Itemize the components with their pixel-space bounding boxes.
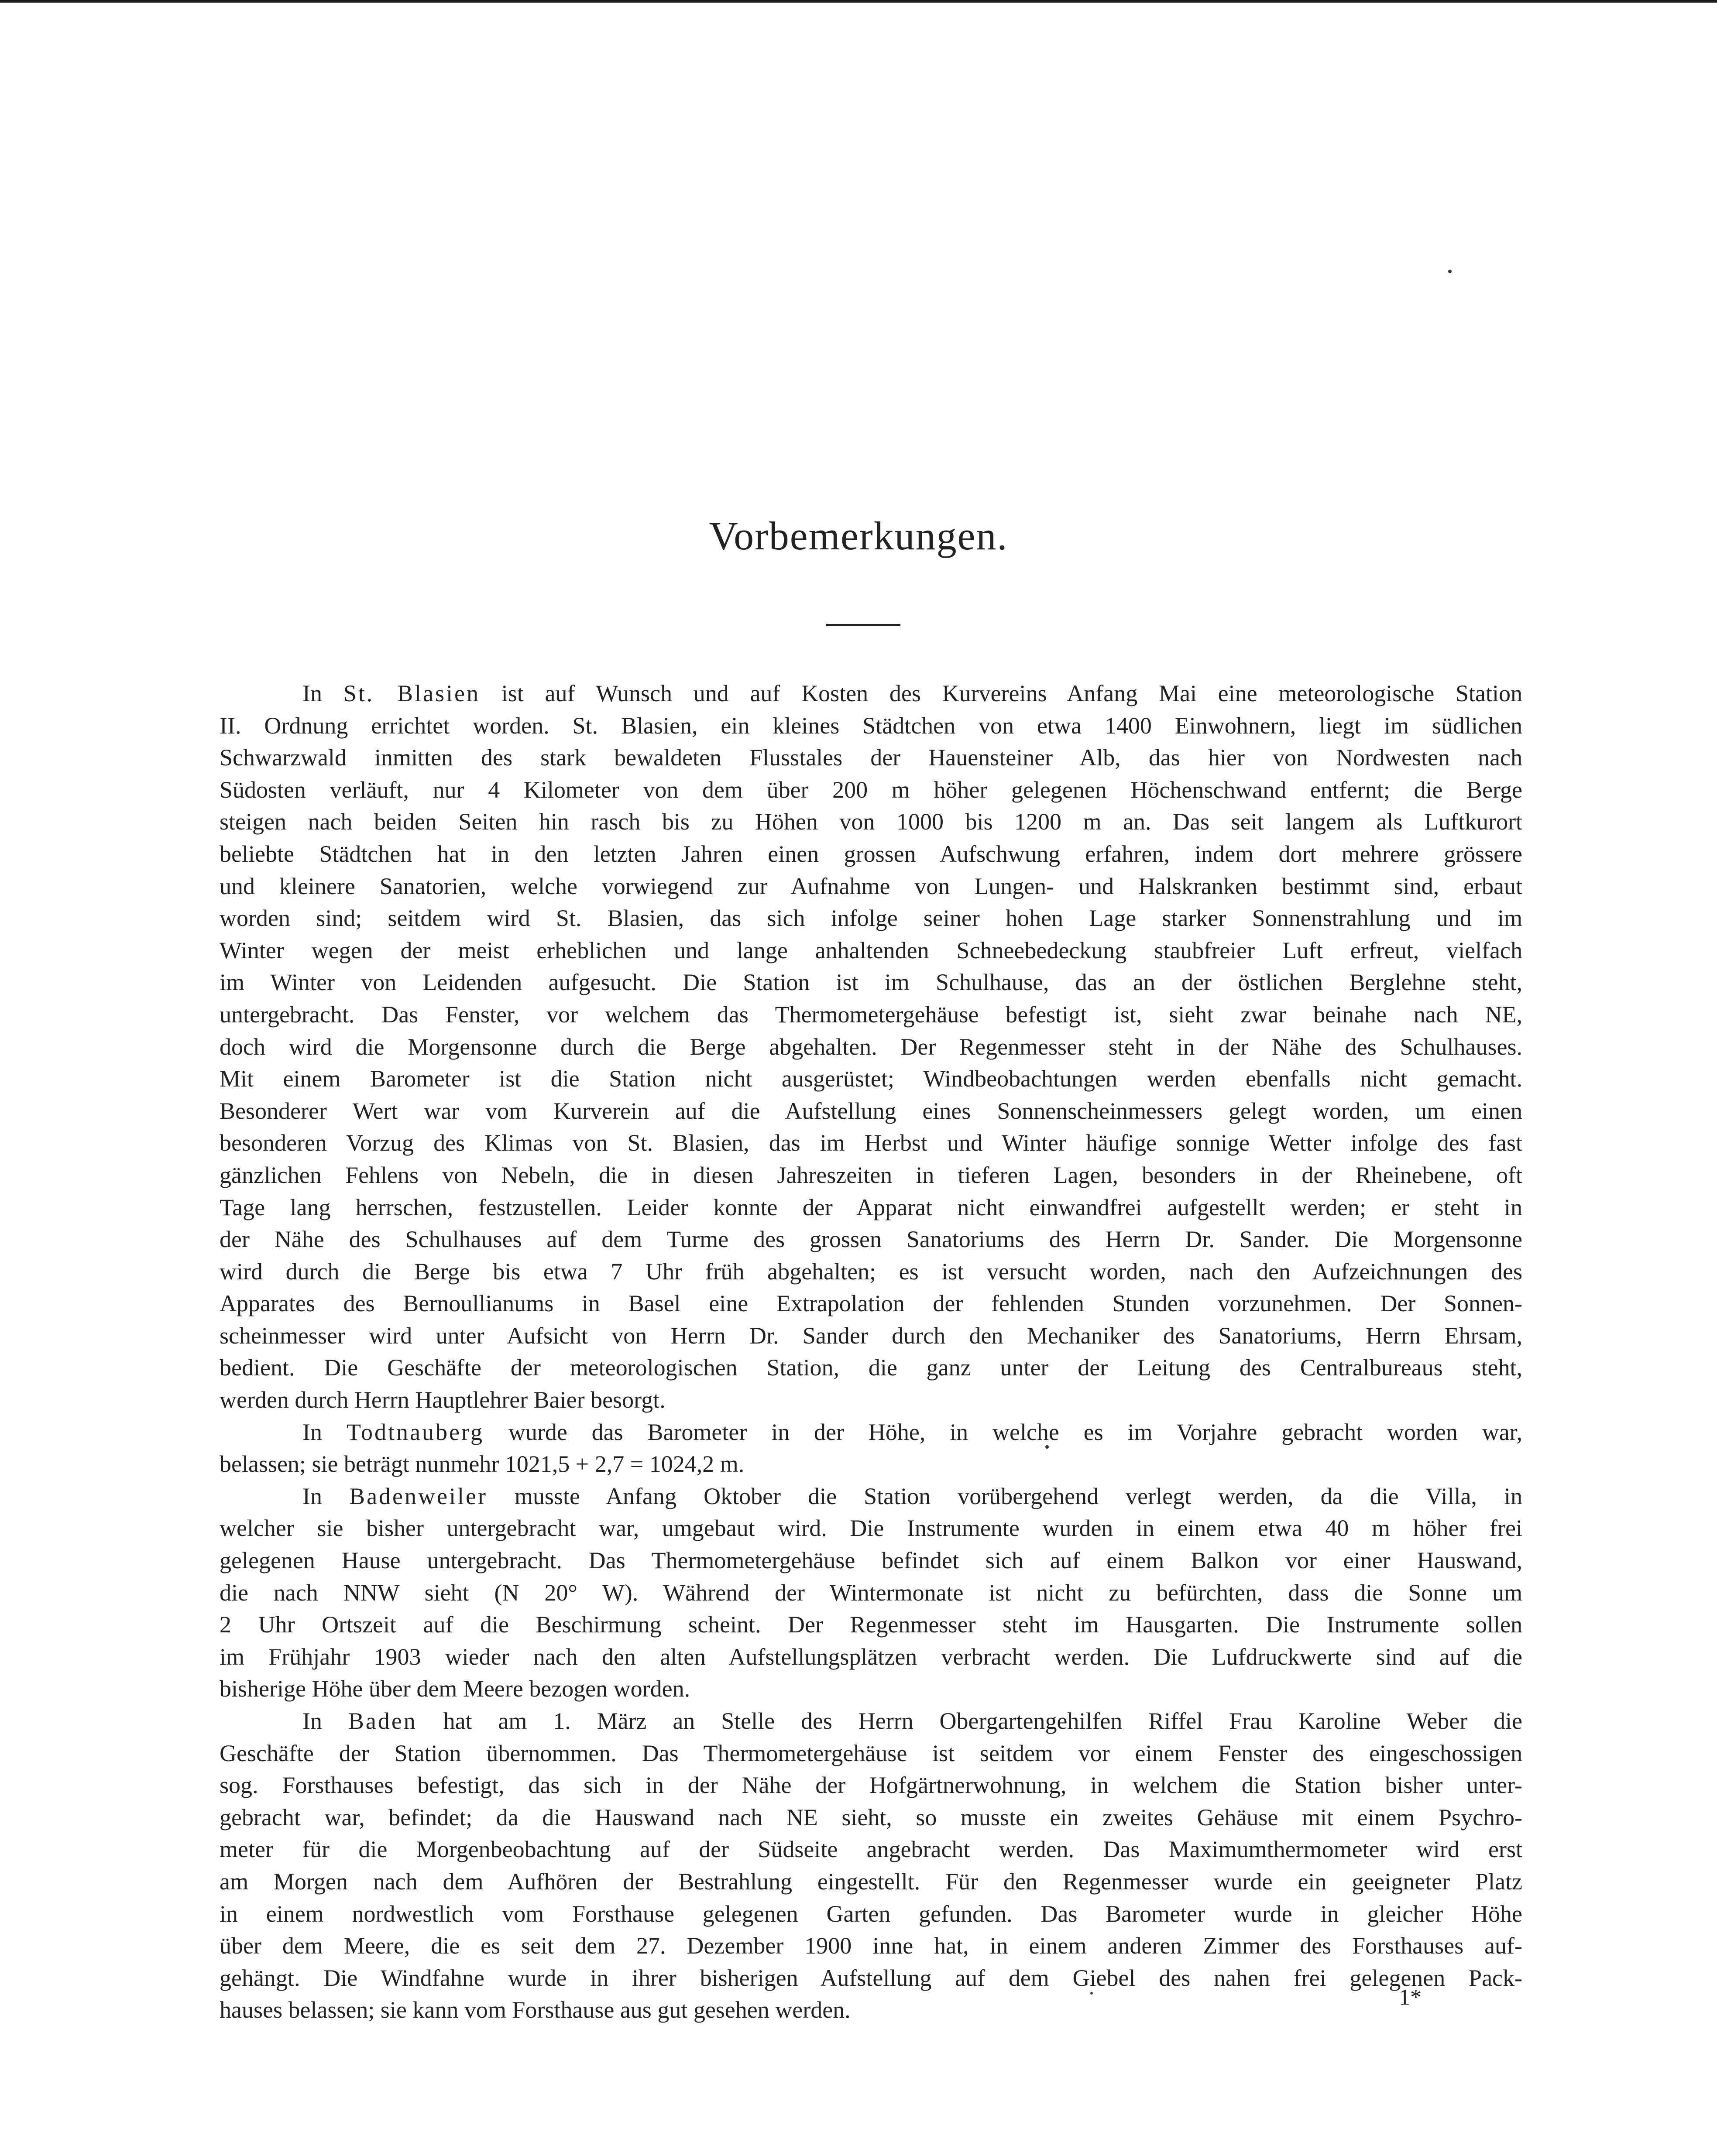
text-line: sog. Forsthauses befestigt, das sich in der Nähe der Hofgärtnerwohnung, in welchem die Station bisher unter-: [220, 1772, 1522, 1799]
line-lead: In: [302, 1708, 348, 1734]
text-line: gänzlichen Fehlens von Nebeln, die in diesen Jahreszeiten in tieferen Lagen, besonders in der Rheinebene, oft: [220, 1162, 1522, 1188]
place-name: Badenweiler: [349, 1483, 488, 1509]
paragraph: [220, 678, 1522, 1416]
line-lead: In: [302, 1419, 347, 1445]
text-line: und kleinere Sanatorien, welche vorwiegend zur Aufnahme von Lungen- und Halskranken bestimmt sind, erbaut: [220, 873, 1522, 899]
text-line: [220, 678, 1522, 710]
page-title: Vorbemerkungen.: [709, 514, 1008, 558]
text-line: gehängt. Die Windfahne wurde in ihrer bisherigen Aufstellung auf dem Giebel des nahen frei gelegenen Pack-: [220, 1964, 1522, 1991]
text-line: Besonderer Wert war vom Kurverein auf die Aufstellung eines Sonnenscheinmessers gelegt worden, um einen: [220, 1097, 1522, 1124]
scan-speck: [1045, 1445, 1049, 1449]
body-text: [220, 678, 1522, 2026]
text-line: bedient. Die Geschäfte der meteorologischen Station, die ganz unter der Leitung des Centralbureaus steht,: [220, 1354, 1522, 1381]
line-lead: In: [302, 680, 343, 706]
text-line: Tage lang herrschen, festzustellen. Leider konnte der Apparat nicht einwandfrei aufgestellt werden; er steht in: [220, 1194, 1522, 1220]
title-divider: [826, 624, 900, 626]
text-line: doch wird die Morgensonne durch die Berge abgehalten. Der Regenmesser steht in der Nähe des Schulhauses.: [220, 1033, 1522, 1060]
text-line: 2 Uhr Ortszeit auf die Beschirmung scheint. Der Regenmesser steht im Hausgarten. Die Instrumente sollen: [220, 1611, 1522, 1638]
text-line: hauses belassen; sie kann vom Forsthause aus gut gesehen werden.: [220, 1997, 851, 2023]
text-line: untergebracht. Das Fenster, vor welchem das Thermometergehäuse befestigt ist, sieht zwar beinahe nach NE,: [220, 1001, 1522, 1028]
text-line: bisherige Höhe über dem Meere bezogen worden.: [220, 1676, 690, 1702]
text-line: in einem nordwestlich vom Forsthause gelegenen Garten gefunden. Das Barometer wurde in gleicher Höhe: [220, 1900, 1522, 1927]
text-line: [220, 1416, 1522, 1449]
text-line: gebracht war, befindet; da die Hauswand nach NE sieht, so musste ein zweites Gehäuse mit einem Psychro-: [220, 1804, 1522, 1830]
text-line: werden durch Herrn Hauptlehrer Baier besorgt.: [220, 1387, 666, 1413]
line-rest: musste Anfang Oktober die Station vorübergehend verlegt werden, da die Villa, in: [487, 1483, 1522, 1509]
scan-speck: [1448, 270, 1452, 273]
line-rest: hat am 1. März an Stelle des Herrn Obergartengehilfen Riffel Frau Karoline Weber die: [417, 1708, 1522, 1734]
text-line: besonderen Vorzug des Klimas von St. Blasien, das im Herbst und Winter häufige sonnige Wetter infolge des fast: [220, 1130, 1522, 1156]
place-name: Baden: [348, 1708, 417, 1734]
text-line: gelegenen Hause untergebracht. Das Thermometergehäuse befindet sich auf einem Balkon vor einer Hauswand,: [220, 1547, 1522, 1574]
place-name: Todtnauberg: [346, 1419, 484, 1445]
text-line: Mit einem Barometer ist die Station nicht ausgerüstet; Windbeobachtungen werden ebenfalls nicht gemacht.: [220, 1066, 1522, 1092]
text-line: scheinmesser wird unter Aufsicht von Herrn Dr. Sander durch den Mechaniker des Sanatoriums, Herrn Ehrsam,: [220, 1322, 1522, 1349]
paragraph: [220, 1416, 1522, 1481]
text-line: über dem Meere, die es seit dem 27. Dezember 1900 inne hat, in einem anderen Zimmer des Forsthauses auf-: [220, 1933, 1522, 1959]
text-line: die nach NNW sieht (N 20° W). Während der Wintermonate ist nicht zu befürchten, dass die Sonne um: [220, 1579, 1522, 1606]
text-line: Winter wegen der meist erheblichen und lange anhaltenden Schneebedeckung staubfreier Luft erfreut, vielfach: [220, 937, 1522, 963]
text-line: Geschäfte der Station übernommen. Das Thermometergehäuse ist seitdem vor einem Fenster des eingeschossigen: [220, 1740, 1522, 1766]
text-line: steigen nach beiden Seiten hin rasch bis zu Höhen von 1000 bis 1200 m an. Das seit langem als Luftkurort: [220, 809, 1522, 835]
text-line: am Morgen nach dem Aufhören der Bestrahlung eingestellt. Für den Regenmesser wurde ein geeigneter Platz: [220, 1868, 1522, 1895]
line-rest: ist auf Wunsch und auf Kosten des Kurvereins Anfang Mai eine meteorologische Station: [480, 680, 1522, 706]
text-line: wird durch die Berge bis etwa 7 Uhr früh abgehalten; es ist versucht worden, nach den Aufzeichnungen des: [220, 1258, 1522, 1285]
scan-speck: [1090, 1992, 1093, 1995]
text-line: beliebte Städtchen hat in den letzten Jahren einen grossen Aufschwung erfahren, indem dort mehrere grössere: [220, 840, 1522, 867]
paragraph: [220, 1705, 1522, 2026]
text-line: [220, 1705, 1522, 1738]
text-line: Südosten verläuft, nur 4 Kilometer von dem über 200 m höher gelegenen Höchenschwand entfernt; die Berge: [220, 776, 1522, 803]
text-line: belassen; sie beträgt nunmehr 1021,5 + 2,7 = 1024,2 m.: [220, 1451, 745, 1477]
place-name: St. Blasien: [343, 680, 480, 706]
text-line: der Nähe des Schulhauses auf dem Turme des grossen Sanatoriums des Herrn Dr. Sander. Die Morgensonne: [220, 1226, 1522, 1253]
page-signature-mark: 1*: [1399, 1985, 1422, 2010]
text-line: meter für die Morgenbeobachtung auf der Südseite angebracht werden. Das Maximumthermometer wird erst: [220, 1836, 1522, 1863]
paragraph: [220, 1481, 1522, 1705]
top-border-rule: [0, 0, 1717, 3]
text-line: Apparates des Bernoullianums in Basel eine Extrapolation der fehlenden Stunden vorzunehmen. Der Sonnen-: [220, 1290, 1522, 1317]
text-line: worden sind; seitdem wird St. Blasien, das sich infolge seiner hohen Lage starker Sonnenstrahlung und im: [220, 905, 1522, 932]
line-rest: wurde das Barometer in der Höhe, in welche es im Vorjahre gebracht worden war,: [484, 1419, 1522, 1445]
text-line: Schwarzwald inmitten des stark bewaldeten Flusstales der Hauensteiner Alb, das hier von Nordwesten nach: [220, 744, 1522, 771]
text-line: II. Ordnung errichtet worden. St. Blasien, ein kleines Städtchen von etwa 1400 Einwohnern, liegt im südlichen: [220, 712, 1522, 739]
text-line: welcher sie bisher untergebracht war, umgebaut wird. Die Instrumente wurden in einem etwa 40 m höher frei: [220, 1515, 1522, 1542]
text-line: [220, 1481, 1522, 1513]
line-lead: In: [302, 1483, 350, 1509]
text-line: im Frühjahr 1903 wieder nach den alten Aufstellungsplätzen verbracht werden. Die Lufdruckwerte sind auf die: [220, 1643, 1522, 1670]
text-line: im Winter von Leidenden aufgesucht. Die Station ist im Schulhause, das an der östlichen Berglehne steht,: [220, 969, 1522, 996]
